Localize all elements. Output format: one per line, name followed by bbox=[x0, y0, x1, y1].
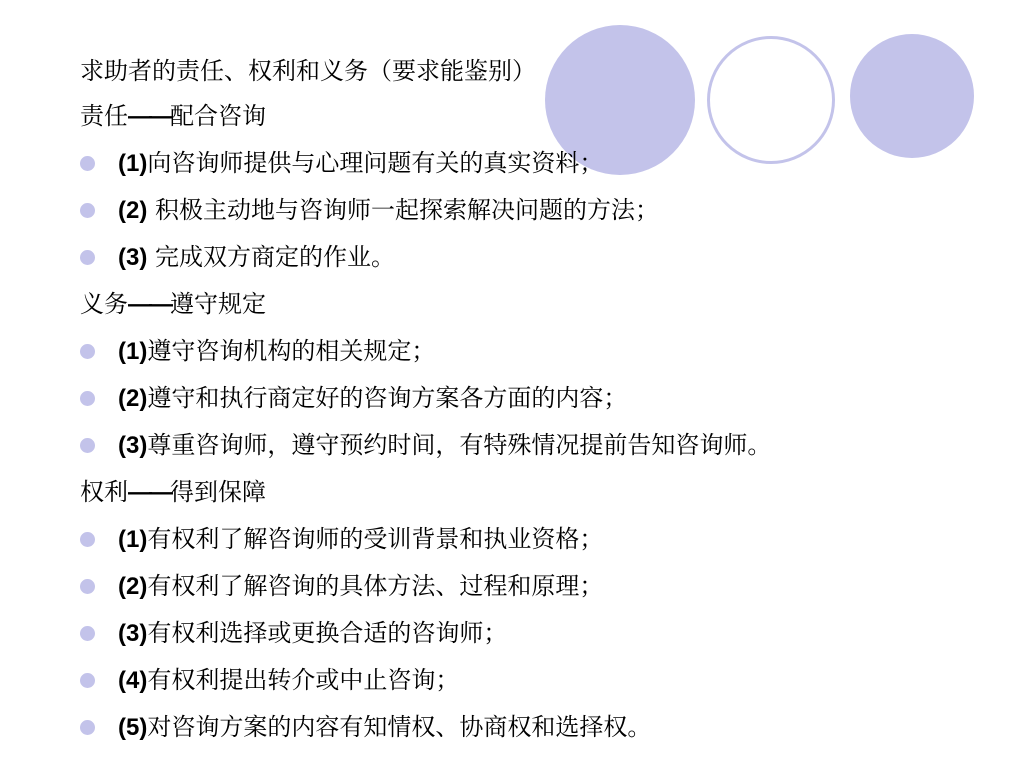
item-text: 有权利了解咨询师的受训背景和执业资格； bbox=[147, 525, 604, 553]
item-number: (3) bbox=[118, 620, 148, 647]
item-number: (2) bbox=[118, 385, 148, 412]
bullet-icon bbox=[80, 438, 95, 453]
heading-prefix: 权利 bbox=[80, 478, 128, 506]
item-number: (2) bbox=[118, 573, 148, 600]
item-number: (1) bbox=[118, 526, 148, 553]
slide-title: 求助者的责任、权利和义务（要求能鉴别） bbox=[80, 57, 536, 85]
bullet-icon bbox=[80, 391, 95, 406]
heading-prefix: 责任 bbox=[80, 102, 128, 130]
heading-suffix: 遵守规定 bbox=[170, 290, 266, 318]
item-number: (1) bbox=[118, 150, 148, 177]
list-item bbox=[80, 657, 1000, 704]
section-heading-responsibility bbox=[80, 93, 1000, 140]
item-text: 对咨询方案的内容有知情权、协商权和选择权。 bbox=[147, 713, 652, 741]
item-number: (4) bbox=[118, 667, 148, 694]
bullet-icon bbox=[80, 532, 95, 547]
item-text: 向咨询师提供与心理问题有关的真实资料； bbox=[147, 149, 604, 177]
section-heading-obligation bbox=[80, 281, 1000, 328]
bullet-icon bbox=[80, 203, 95, 218]
item-text: 尊重咨询师，遵守预约时间，有特殊情况提前告知咨询师。 bbox=[147, 431, 772, 459]
list-item bbox=[80, 187, 1000, 234]
item-text: 有权利选择或更换合适的咨询师； bbox=[147, 619, 508, 647]
list-item bbox=[80, 234, 1000, 281]
item-text: 完成双方商定的作业。 bbox=[147, 243, 395, 271]
list-item bbox=[80, 140, 1000, 187]
slide-content bbox=[80, 50, 1000, 751]
bullet-icon bbox=[80, 673, 95, 688]
heading-dash: —— bbox=[128, 103, 170, 130]
heading-suffix: 得到保障 bbox=[170, 478, 266, 506]
item-number: (5) bbox=[118, 714, 148, 741]
list-item bbox=[80, 422, 1000, 469]
list-item bbox=[80, 610, 1000, 657]
heading-dash: —— bbox=[128, 291, 170, 318]
list-item bbox=[80, 563, 1000, 610]
item-number: (3) bbox=[118, 244, 148, 271]
bullet-icon bbox=[80, 156, 95, 171]
list-item bbox=[80, 516, 1000, 563]
bullet-icon bbox=[80, 626, 95, 641]
item-text: 遵守咨询机构的相关规定； bbox=[147, 337, 436, 365]
heading-dash: —— bbox=[128, 479, 170, 506]
bullet-icon bbox=[80, 579, 95, 594]
item-text: 有权利提出转介或中止咨询； bbox=[147, 666, 460, 694]
heading-suffix: 配合咨询 bbox=[170, 102, 266, 130]
list-item bbox=[80, 328, 1000, 375]
item-text: 遵守和执行商定好的咨询方案各方面的内容； bbox=[147, 384, 628, 412]
section-heading-rights bbox=[80, 469, 1000, 516]
list-item bbox=[80, 704, 1000, 751]
item-text: 积极主动地与咨询师一起探索解决问题的方法； bbox=[147, 196, 659, 224]
item-number: (1) bbox=[118, 338, 148, 365]
item-number: (3) bbox=[118, 432, 148, 459]
bullet-icon bbox=[80, 250, 95, 265]
bullet-icon bbox=[80, 344, 95, 359]
item-number: (2) bbox=[118, 197, 148, 224]
item-text: 有权利了解咨询的具体方法、过程和原理； bbox=[147, 572, 604, 600]
list-item bbox=[80, 375, 1000, 422]
bullet-icon bbox=[80, 720, 95, 735]
heading-prefix: 义务 bbox=[80, 290, 128, 318]
